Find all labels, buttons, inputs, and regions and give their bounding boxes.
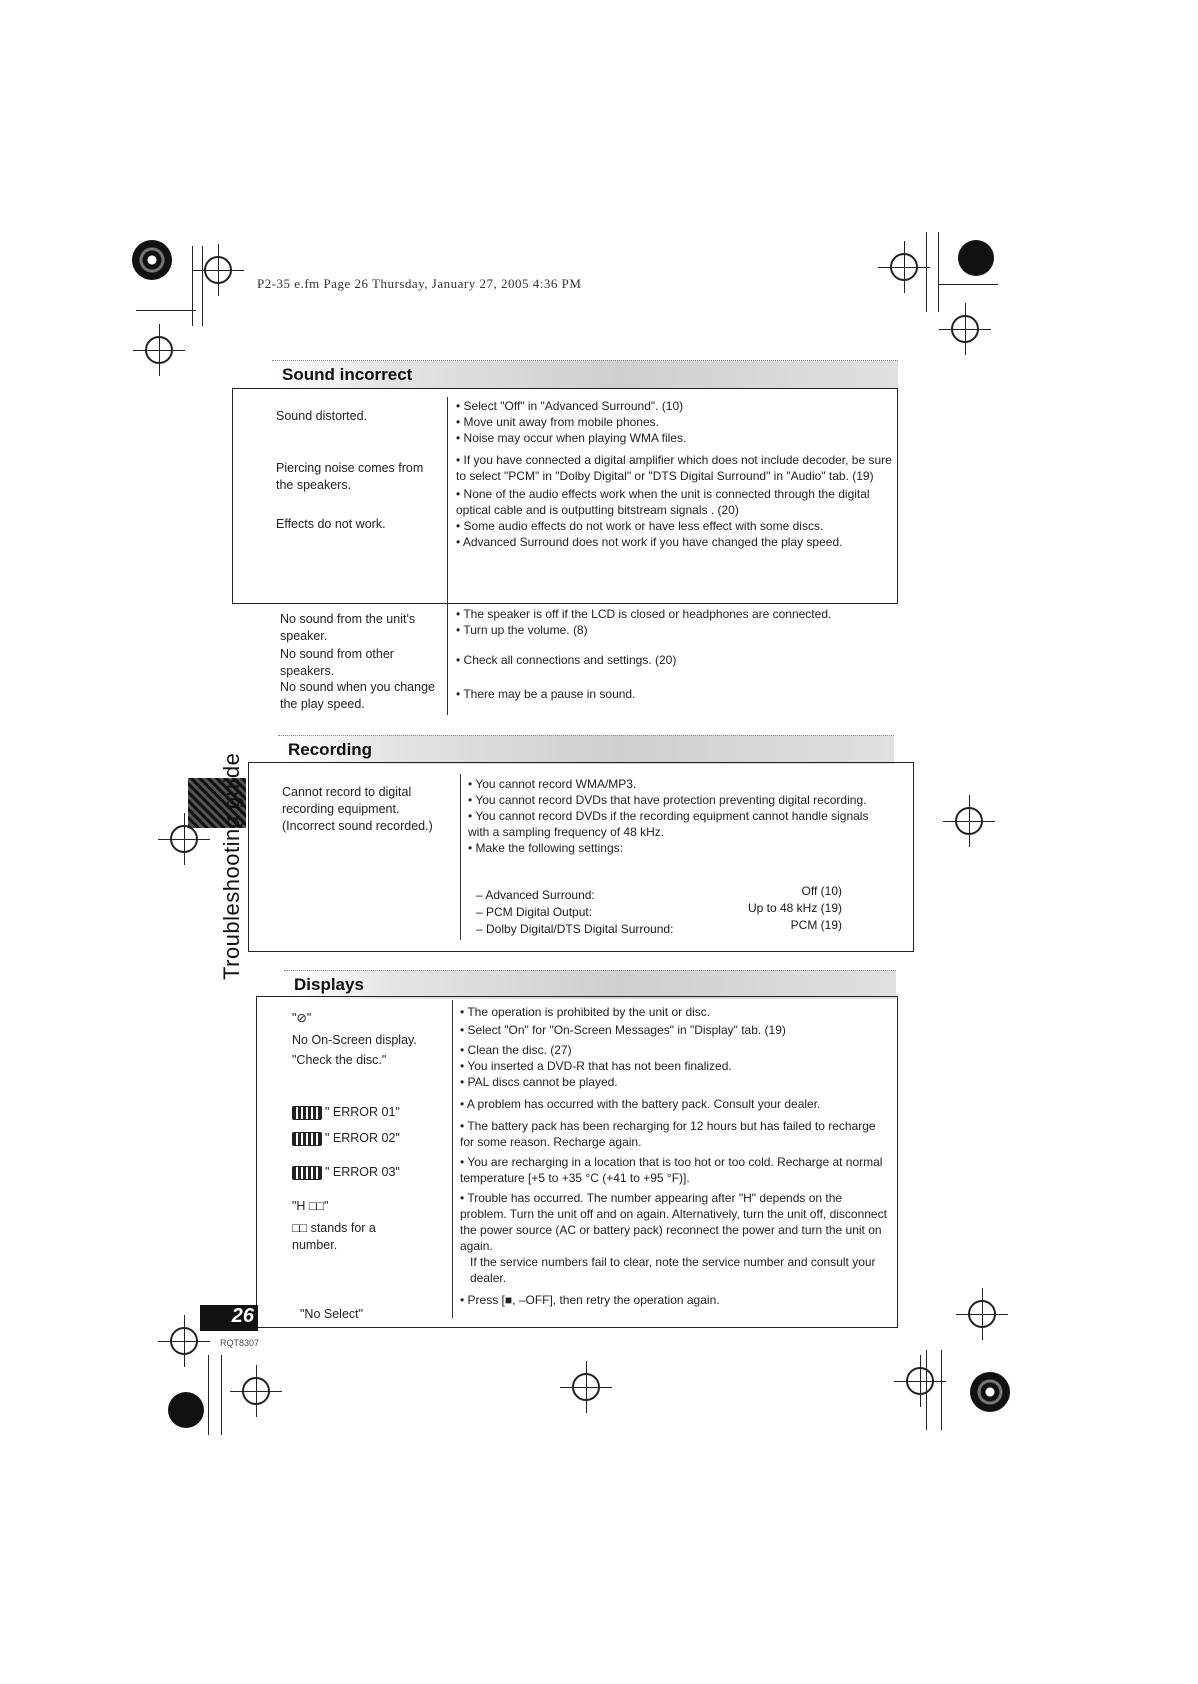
solution-item: • A problem has occurred with the battery pack. Consult your dealer. — [460, 1096, 890, 1112]
section-title-recording — [278, 735, 894, 764]
cause-text-label: " ERROR 03" — [325, 1165, 400, 1179]
section-title-text: Sound incorrect — [282, 365, 413, 384]
side-tab-label: Troubleshooting guide — [219, 752, 244, 980]
registration-mark-icon — [955, 807, 983, 835]
solution-item: • Some audio effects do not work or have less effect with some discs. — [456, 518, 896, 534]
registration-mark-icon — [906, 1367, 934, 1395]
solution-item: • Trouble has occurred. The number appearing after "H" depends on the problem. Turn the unit off and on again. Alternatively, turn the unit off, disconnect the power source (AC or battery pack) reconnect the power and turn the unit on again. — [460, 1190, 890, 1254]
cause-text: Effects do not work. — [276, 517, 386, 531]
solution-item: • You are recharging in a location that is too hot or too cold. Recharge at normal temperature [+5 to +35 °C (+41 to +95 °F)]. — [460, 1154, 890, 1186]
column-divider — [460, 774, 461, 940]
solution-item: • Clean the disc. (27) — [460, 1042, 890, 1058]
solution-list — [460, 1004, 890, 1308]
battery-error-icon — [292, 1132, 322, 1146]
cause-text: No sound from the unit's speaker. — [280, 612, 416, 643]
registration-rosette-icon — [132, 240, 172, 280]
solution-item: • None of the audio effects work when the unit is connected through the digital optical cable and is outputting bitstream signals . (20) — [456, 486, 896, 518]
crop-line — [221, 1355, 222, 1435]
solution-item: • You cannot record DVDs if the recording equipment cannot handle signals with a sampling frequency of 48 kHz. — [468, 808, 888, 840]
solution-item-note: If the service numbers fail to clear, note the service number and consult your dealer. — [470, 1255, 876, 1285]
page-number: 26 — [200, 1305, 258, 1331]
crop-line — [208, 1355, 209, 1435]
registration-mark-icon — [572, 1373, 600, 1401]
registration-mark-icon — [242, 1377, 270, 1405]
registration-mark-icon — [145, 336, 173, 364]
setting-name: – Advanced Surround: — [476, 888, 595, 902]
column-divider — [447, 397, 448, 715]
cause-text: "Check the disc." — [292, 1053, 387, 1067]
crop-line — [136, 310, 196, 311]
solution-item: • Turn up the volume. (8) — [456, 622, 896, 638]
registration-mark-icon — [951, 315, 979, 343]
solution-item: • Select "Off" in "Advanced Surround". (10) — [456, 398, 896, 414]
battery-error-icon — [292, 1166, 322, 1180]
cause-text: Cannot record to digital recording equipment. (Incorrect sound recorded.) — [282, 785, 433, 833]
column-divider — [452, 1000, 453, 1318]
solution-item: • You cannot record WMA/MP3. — [468, 776, 888, 792]
crop-line — [202, 246, 203, 326]
registration-dot-icon — [168, 1392, 204, 1428]
crop-line — [938, 232, 939, 312]
cause-text-label: " ERROR 01" — [325, 1105, 400, 1119]
solution-item: • Check all connections and settings. (20) — [456, 652, 896, 668]
crop-line — [192, 246, 193, 326]
crop-line — [926, 232, 927, 312]
solution-item: • The speaker is off if the LCD is closed or headphones are connected. — [456, 606, 896, 622]
cause-text-label: " ERROR 02" — [325, 1131, 400, 1145]
solution-item: • If you have connected a digital amplifier which does not include decoder, be sure to select "PCM" in "Dolby Digital" or "DTS Digital Surround" in "Audio" tab. (19) — [456, 452, 896, 484]
setting-name: – Dolby Digital/DTS Digital Surround: — [476, 922, 674, 936]
crop-line — [941, 1350, 942, 1430]
section-title-text: Recording — [288, 740, 373, 759]
registration-mark-icon — [170, 825, 198, 853]
cause-text — [292, 1130, 452, 1147]
setting-value: Up to 48 kHz (19) — [747, 901, 842, 915]
cause-text — [292, 1164, 452, 1181]
solution-item: • The operation is prohibited by the unit or disc. — [460, 1004, 890, 1020]
solution-list — [456, 606, 896, 702]
cause-text: "No Select" — [300, 1307, 364, 1321]
cause-text: "H □□" — [292, 1199, 329, 1213]
setting-value: Off (10) — [801, 884, 842, 898]
setting-name: – PCM Digital Output: — [476, 905, 593, 919]
cause-text: No sound when you change the play speed. — [280, 680, 435, 711]
solution-list — [468, 776, 888, 856]
cause-text: No On-Screen display. — [292, 1033, 417, 1047]
registration-rosette-icon — [970, 1372, 1010, 1412]
solution-item: • Noise may occur when playing WMA files. — [456, 430, 896, 446]
crop-line — [938, 284, 998, 285]
solution-item: • PAL discs cannot be played. — [460, 1074, 890, 1090]
model-code: RQT8307 — [220, 1338, 260, 1348]
solution-list — [456, 398, 896, 550]
section-title-sound — [272, 360, 898, 389]
crop-line — [926, 1350, 927, 1430]
registration-mark-icon — [170, 1327, 198, 1355]
solution-item: • Advanced Surround does not work if you have changed the play speed. — [456, 534, 896, 550]
registration-mark-icon — [204, 256, 232, 284]
registration-mark-icon — [890, 253, 918, 281]
registration-mark-icon — [968, 1300, 996, 1328]
registration-dot-icon — [958, 240, 994, 276]
solution-item: • You cannot record DVDs that have protection preventing digital recording. — [468, 792, 888, 808]
solution-item: • You inserted a DVD-R that has not been finalized. — [460, 1058, 890, 1074]
setting-value: PCM (19) — [790, 918, 842, 932]
solution-item: • Press [■, –OFF], then retry the operation again. — [460, 1292, 890, 1308]
cause-text: No sound from other speakers. — [280, 647, 394, 678]
solution-item: • Make the following settings: — [468, 840, 888, 856]
solution-item: • Select "On" for "On-Screen Messages" in "Display" tab. (19) — [460, 1022, 890, 1038]
print-header-info: P2-35 e.fm Page 26 Thursday, January 27, 2005 4:36 PM — [257, 276, 582, 291]
solution-item: • There may be a pause in sound. — [456, 686, 896, 702]
cause-text — [292, 1104, 452, 1121]
section-title-text: Displays — [294, 975, 364, 994]
cause-text: "⊘" — [292, 1011, 312, 1025]
section-title-displays — [284, 970, 896, 999]
solution-item: • The battery pack has been recharging for 12 hours but has failed to recharge for some reason. Recharge again. — [460, 1118, 890, 1150]
cause-text: □□ stands for a number. — [292, 1221, 376, 1252]
solution-item: • Move unit away from mobile phones. — [456, 414, 896, 430]
cause-text: Sound distorted. — [276, 409, 368, 423]
cause-text: Piercing noise comes from the speakers. — [276, 461, 424, 492]
battery-error-icon — [292, 1106, 322, 1120]
